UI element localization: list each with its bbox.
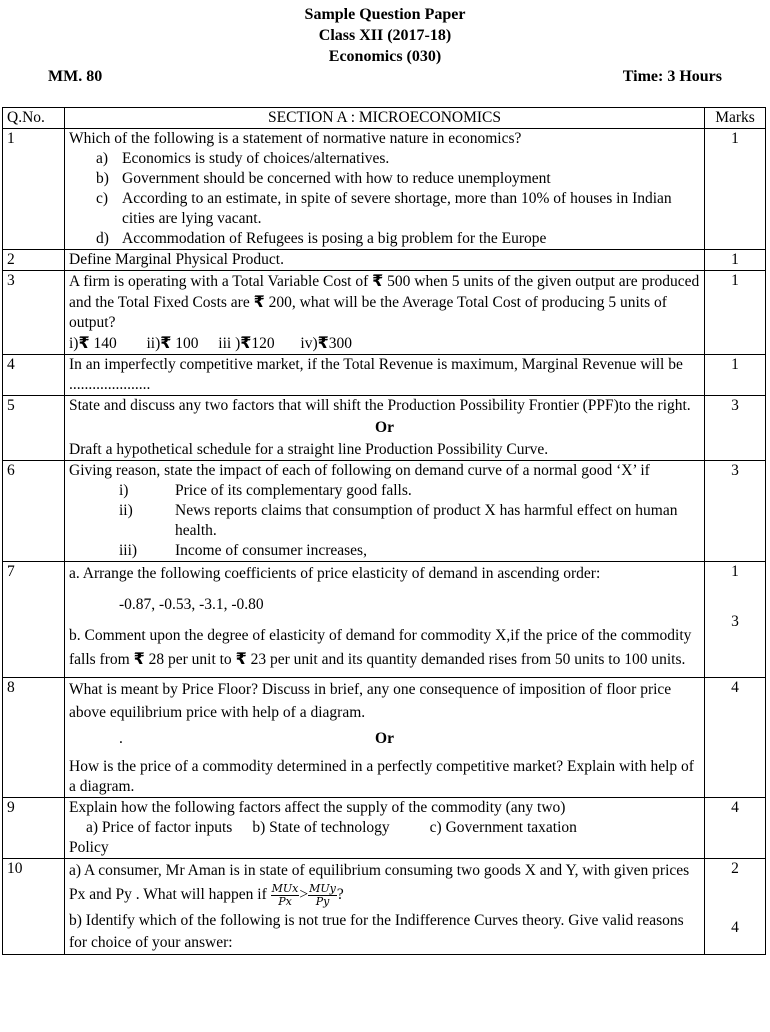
factors-line bbox=[86, 818, 700, 838]
marks bbox=[705, 859, 766, 955]
class-line: Class XII (2017-18) bbox=[318, 27, 452, 44]
table-row bbox=[3, 355, 766, 396]
text-part: 28 per unit to bbox=[144, 651, 236, 668]
option-text: Economics is study of choices/alternatives. bbox=[122, 150, 390, 167]
sub-item bbox=[119, 541, 700, 561]
question-8 bbox=[65, 678, 705, 798]
numerator: MUx bbox=[271, 882, 299, 895]
question-text: Which of the following is a statement of normative nature in economics? bbox=[69, 130, 522, 147]
question-text: Giving reason, state the impact of each of following on demand curve of a normal good ‘X’ if bbox=[69, 462, 650, 479]
question-text: State and discuss any two factors that will shift the Production Possibility Frontier (PPF)to the right. bbox=[69, 397, 691, 414]
option-label: ii) bbox=[146, 335, 161, 352]
max-marks: MM. 80 bbox=[48, 68, 103, 85]
question-number: 4 bbox=[3, 355, 65, 396]
table-row bbox=[3, 461, 766, 562]
option bbox=[96, 189, 700, 229]
marks: 1 bbox=[705, 271, 766, 355]
sub-item bbox=[119, 501, 700, 541]
alternative-question: How is the price of a commodity determined in a perfectly competitive market? Explain with help of a diagram. bbox=[69, 758, 694, 795]
or-line bbox=[69, 729, 700, 757]
question-text: Define Marginal Physical Product. bbox=[65, 250, 705, 271]
option-label: i) bbox=[69, 335, 79, 352]
section-header: SECTION A : MICROECONOMICS bbox=[65, 108, 705, 129]
question-number: 8 bbox=[3, 678, 65, 798]
option-text: According to an estimate, in spite of severe shortage, more than 10% of houses in Indian cities are lying vacant. bbox=[122, 190, 672, 227]
question-text bbox=[69, 271, 700, 333]
table-row bbox=[3, 129, 766, 250]
stray-dot: . bbox=[119, 730, 123, 747]
alternative-question: Draft a hypothetical schedule for a straight line Production Possibility Curve. bbox=[69, 441, 549, 458]
text-part: 23 per unit and its quantity demanded rises from 50 units to 100 units. bbox=[246, 651, 686, 668]
marks-b: 4 bbox=[731, 919, 739, 936]
marks: 4 bbox=[705, 798, 766, 859]
question-1 bbox=[65, 129, 705, 250]
question-number: 9 bbox=[3, 798, 65, 859]
rupee-symbol: ₹ bbox=[78, 333, 90, 352]
rupee-symbol: ₹ bbox=[317, 333, 329, 352]
marks-a: 2 bbox=[731, 860, 739, 877]
question-part-a bbox=[69, 859, 700, 908]
marks bbox=[705, 562, 766, 678]
marks: 1 bbox=[705, 129, 766, 250]
text-part: A firm is operating with a Total Variable Cost of bbox=[69, 273, 373, 290]
or-separator: Or bbox=[375, 730, 394, 747]
question-table bbox=[2, 107, 766, 955]
option-label: a) bbox=[96, 150, 109, 167]
col-qno-header: Q.No. bbox=[3, 108, 65, 129]
question-number: 7 bbox=[3, 562, 65, 678]
options-line bbox=[69, 333, 700, 354]
option-label: c) bbox=[96, 190, 109, 207]
marks-a: 1 bbox=[731, 563, 739, 580]
sub-item-text: Income of consumer increases, bbox=[175, 542, 367, 559]
denominator: Py bbox=[315, 895, 330, 908]
question-10 bbox=[65, 859, 705, 955]
question-9 bbox=[65, 798, 705, 859]
option-label: iii ) bbox=[218, 335, 241, 352]
question-part-a: a. Arrange the following coefficients of price elasticity of demand in ascending order: bbox=[69, 565, 601, 582]
rupee-symbol: ₹ bbox=[253, 292, 265, 311]
option-value: 140 bbox=[89, 335, 117, 352]
time-allowed: Time: 3 Hours bbox=[622, 68, 722, 85]
table-row bbox=[3, 859, 766, 955]
sub-item-label: ii) bbox=[119, 502, 133, 519]
option bbox=[96, 169, 700, 189]
text-part: 500 when 5 units of the given output are produced and the Total Fixed Costs are bbox=[69, 273, 700, 311]
question-text: In an imperfectly competitive market, if the Total Revenue is maximum, Marginal Revenue will be ..................... bbox=[65, 355, 705, 396]
sub-item bbox=[119, 481, 700, 501]
table-row bbox=[3, 678, 766, 798]
option-label: d) bbox=[96, 230, 109, 247]
question-number: 1 bbox=[3, 129, 65, 250]
option-label: iv) bbox=[300, 335, 318, 352]
question-5 bbox=[65, 396, 705, 461]
rupee-symbol: ₹ bbox=[372, 271, 384, 290]
or-separator: Or bbox=[375, 419, 394, 436]
question-7 bbox=[65, 562, 705, 678]
sub-item-label: i) bbox=[119, 482, 129, 499]
option bbox=[96, 149, 700, 169]
elasticity-values: -0.87, -0.53, -3.1, -0.80 bbox=[119, 596, 264, 613]
col-marks-header: Marks bbox=[705, 108, 766, 129]
option-value: 100 bbox=[171, 335, 199, 352]
sub-item-label: iii) bbox=[119, 542, 138, 559]
question-number: 2 bbox=[3, 250, 65, 271]
text-part: 200, what will be the Average Total Cost of producing 5 units of output? bbox=[69, 294, 667, 331]
factor-c: c) Government taxation bbox=[429, 819, 577, 836]
table-header-row bbox=[3, 108, 766, 129]
numerator: MUy bbox=[309, 882, 336, 895]
table-row bbox=[3, 396, 766, 461]
denominator: Px bbox=[278, 895, 292, 908]
table-row bbox=[3, 798, 766, 859]
option-text: Government should be concerned with how to reduce unemployment bbox=[122, 170, 551, 187]
rupee-symbol: ₹ bbox=[133, 649, 145, 668]
fraction-muy-py bbox=[308, 883, 337, 908]
option-value: 120 bbox=[251, 335, 275, 352]
question-number: 3 bbox=[3, 271, 65, 355]
option bbox=[96, 229, 700, 249]
question-number: 6 bbox=[3, 461, 65, 562]
marks: 1 bbox=[705, 355, 766, 396]
marks: 1 bbox=[705, 250, 766, 271]
table-row bbox=[3, 562, 766, 678]
question-number: 5 bbox=[3, 396, 65, 461]
question-number: 10 bbox=[3, 859, 65, 955]
question-text: What is meant by Price Floor? Discuss in brief, any one consequence of imposition of floor price above equilibrium price with help of a diagram. bbox=[69, 681, 672, 721]
question-3 bbox=[65, 271, 705, 355]
factor-b: b) State of technology bbox=[252, 819, 390, 836]
greater-than: > bbox=[299, 886, 309, 904]
text-part: b. Comment upon the degree of elasticity of demand for commodity X,if the price of the commodity falls from bbox=[69, 627, 692, 668]
option-label: b) bbox=[96, 170, 109, 187]
marks-b: 3 bbox=[731, 613, 739, 630]
option-value: 300 bbox=[328, 335, 352, 352]
rupee-symbol: ₹ bbox=[235, 649, 247, 668]
question-mark: ? bbox=[336, 886, 344, 904]
table-row bbox=[3, 250, 766, 271]
question-6 bbox=[65, 461, 705, 562]
rupee-symbol: ₹ bbox=[240, 333, 252, 352]
rupee-symbol: ₹ bbox=[160, 333, 172, 352]
factor-a: a) Price of factor inputs bbox=[86, 819, 233, 836]
question-part-b: b) Identify which of the following is not true for the Indifference Curves theory. Give valid reasons for choice of your answer: bbox=[69, 912, 684, 951]
paper-title: Sample Question Paper bbox=[304, 6, 466, 23]
text-part: a) A consumer, Mr Aman is in state of equilibrium consuming two goods X and Y, with given prices Px and Py . What will happen if bbox=[69, 862, 690, 904]
question-text: Explain how the following factors affect the supply of the commodity (any two) bbox=[69, 799, 566, 816]
question-part-b bbox=[69, 624, 700, 677]
subject-line: Economics (030) bbox=[328, 48, 442, 65]
marks: 3 bbox=[705, 461, 766, 562]
factor-tail: Policy bbox=[69, 839, 109, 856]
table-row bbox=[3, 271, 766, 355]
option-text: Accommodation of Refugees is posing a big problem for the Europe bbox=[122, 230, 547, 247]
marks: 3 bbox=[705, 396, 766, 461]
sub-item-text: News reports claims that consumption of product X has harmful effect on human health. bbox=[175, 502, 678, 539]
marks: 4 bbox=[705, 678, 766, 798]
sub-item-text: Price of its complementary good falls. bbox=[175, 482, 412, 499]
fraction-mux-px bbox=[271, 883, 300, 908]
